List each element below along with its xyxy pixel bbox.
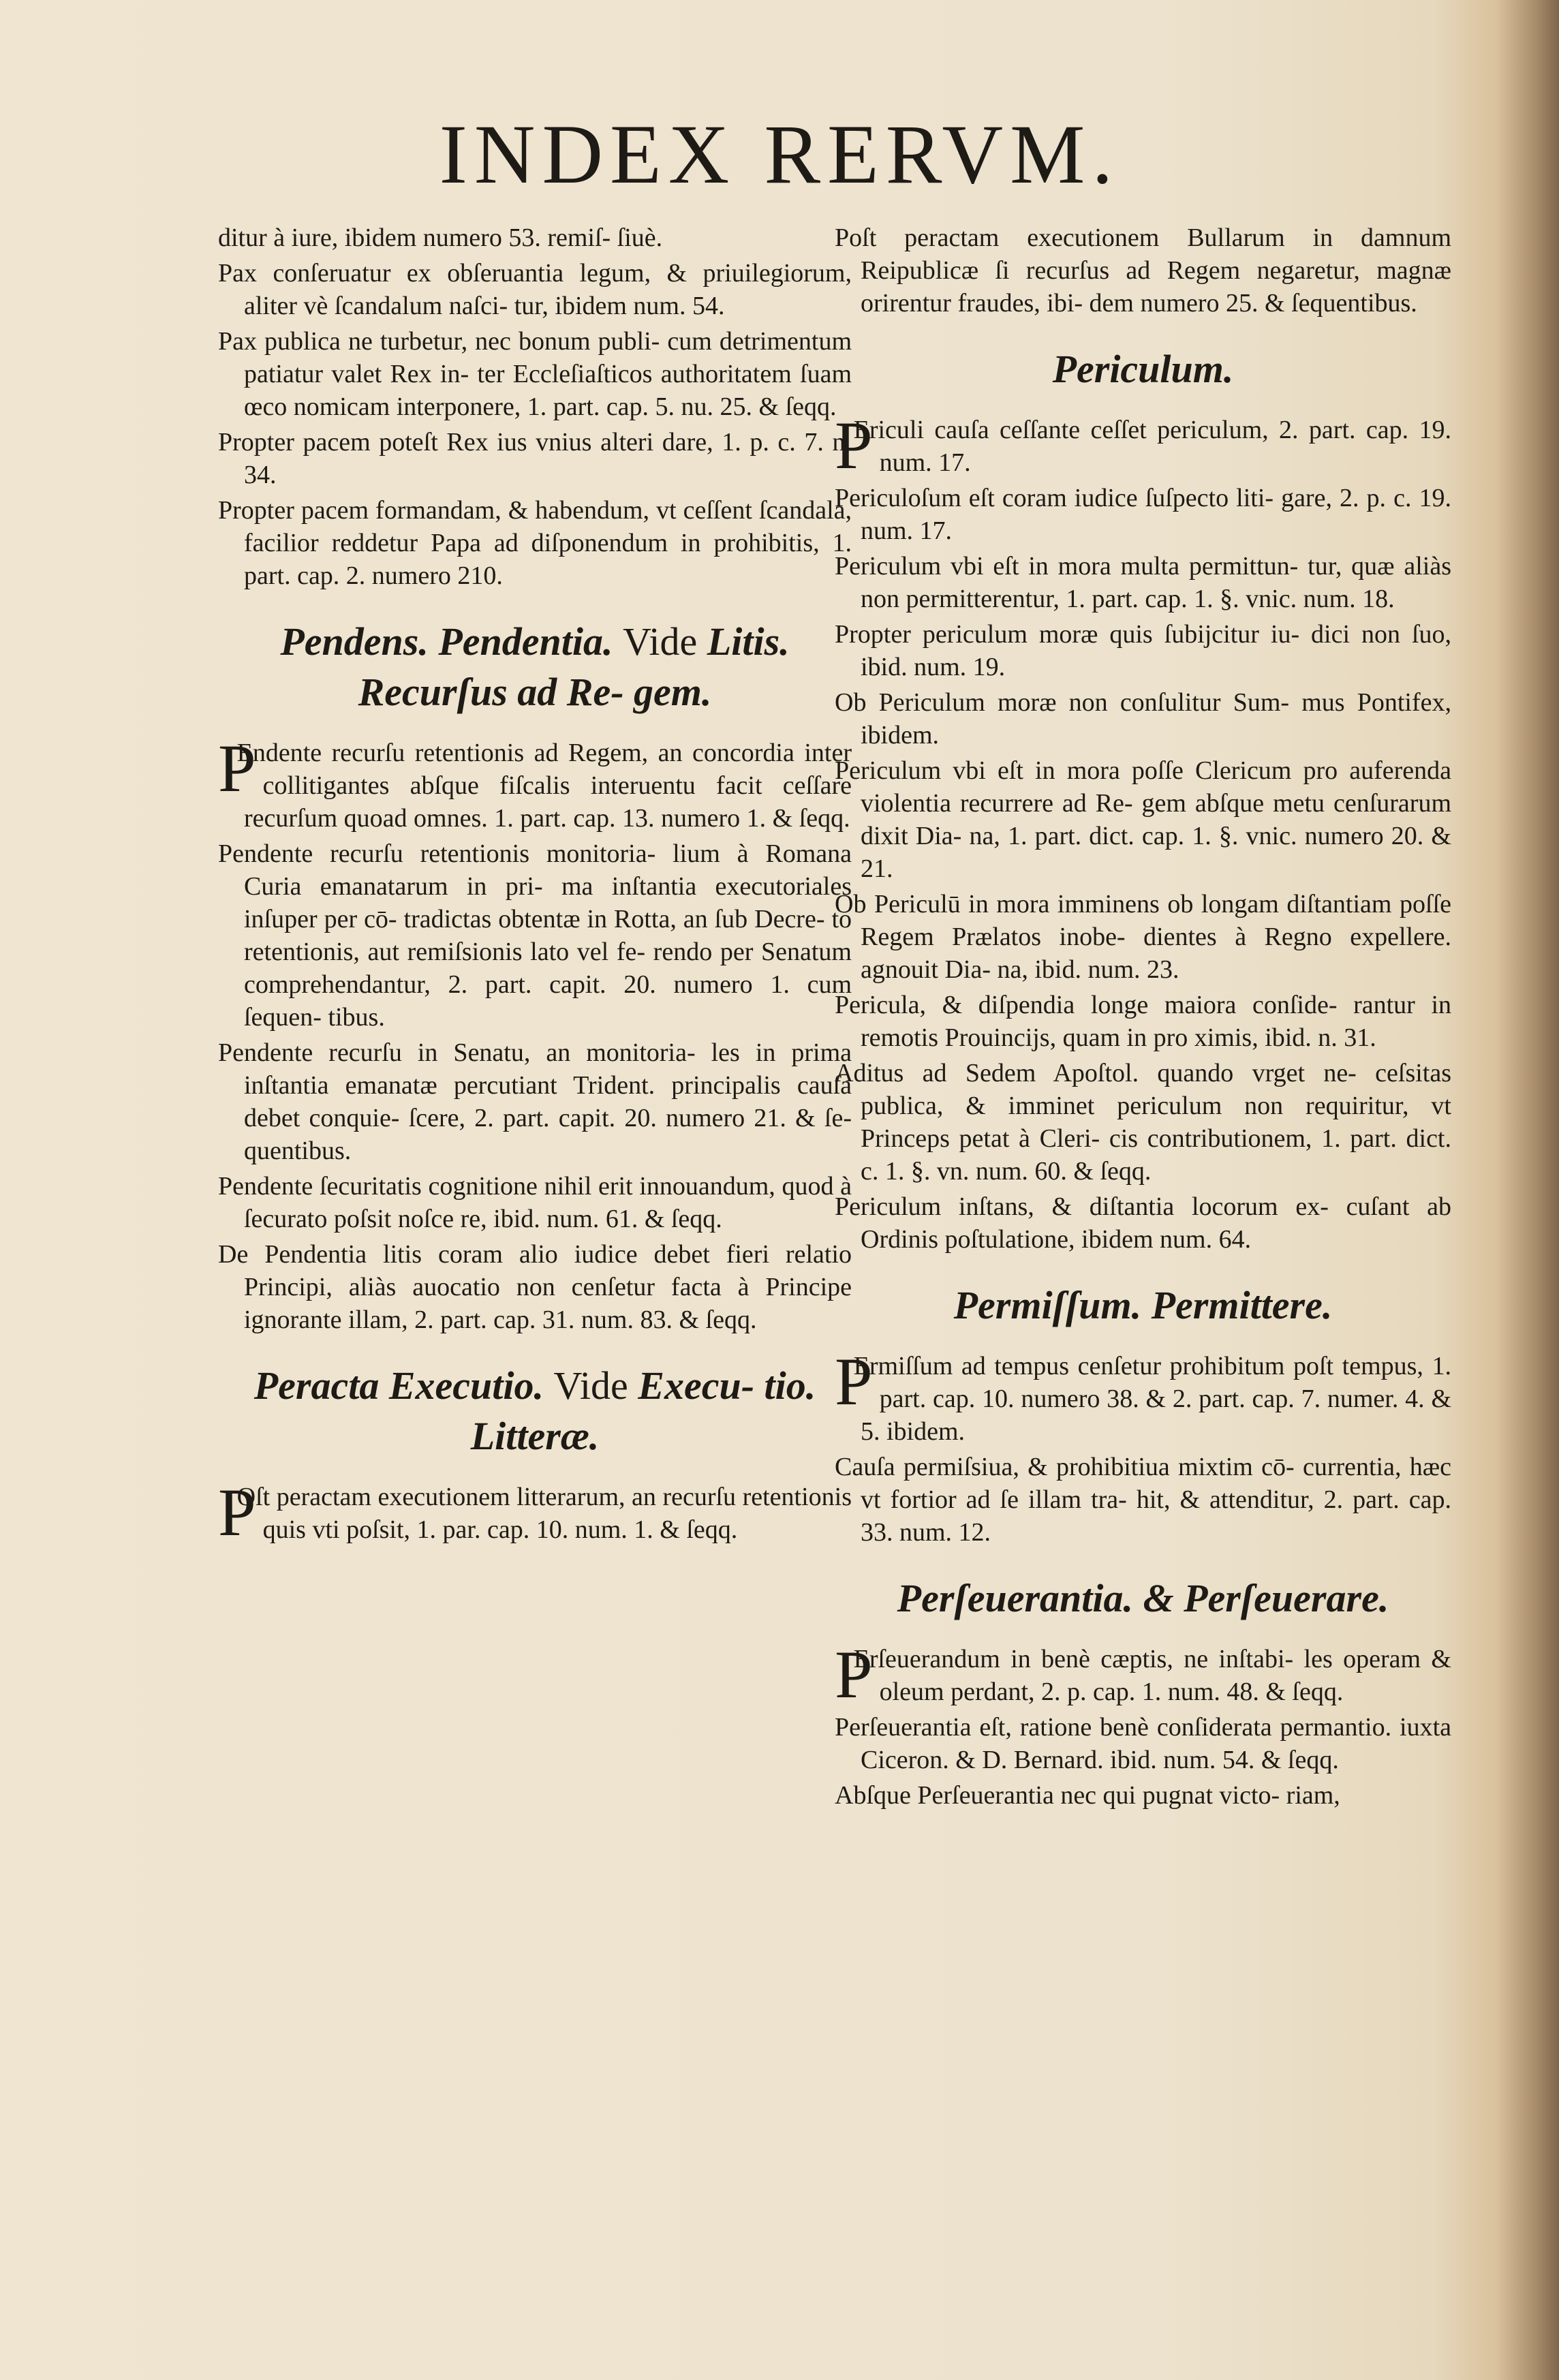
left-column: [218, 221, 852, 1549]
index-entry: Abſque Perſeuerantia nec qui pugnat victo- riam,: [835, 1781, 1340, 1810]
index-entry: [835, 1637, 1451, 1712]
headword-title: Peracta Executio.: [253, 1363, 544, 1408]
headword-perseuerantia: Perſeuerantia. & Perſeuerare.: [897, 1576, 1389, 1620]
index-entry: ditur à iure, ibidem numero 53. remiſ- ſiuè.: [218, 223, 663, 252]
entry-text: Oſt peractam executionem litterarum, an recurſu retentionis quis vti poſsit, 1. par. cap. 10. num. 1. & ſeqq.: [236, 1483, 852, 1544]
index-entry: Aditus ad Sedem Apoſtol. quando vrget ne- ceſsitas publica, & imminet periculum non requiritur, vt Princeps petat à Cleri- cis contributionem, 1. part. dict. c. 1. §. vn. num. 60. & ſeqq.: [835, 1059, 1451, 1186]
index-entry: Periculum vbi eſt in mora poſſe Clericum pro auferenda violentia recurrere ad Re- gem abſque metu cenſurarum dixit Dia- na, 1. part. dict. cap. 1. §. vnic. numero 20. & 21.: [835, 756, 1451, 883]
cross-reference: Execu- tio.: [638, 1363, 816, 1408]
running-header: INDEX RERVM.: [439, 108, 1120, 201]
entry-text: Ermiſſum ad tempus cenſetur prohibitum poſt tempus, 1. part. cap. 10. numero 38. & 2. part. cap. 7. numer. 4. & 5. ibidem.: [853, 1352, 1451, 1446]
drop-cap: P: [218, 1474, 256, 1550]
index-entry: De Pendentia litis coram alio iudice debet fieri relatio Principi, aliàs auocatio non cenſetur facta à Principe ignorante illam, 2. part. cap. 31. num. 83. & ſeqq.: [218, 1240, 852, 1334]
cross-reference: Litteræ.: [470, 1414, 600, 1458]
index-entry: Periculum inſtans, & diſtantia locorum ex- cuſant ab Ordinis poſtulatione, ibidem num. 64.: [835, 1192, 1451, 1254]
see-reference: Vide: [623, 619, 698, 664]
index-entry: Pendente ſecuritatis cognitione nihil erit innouandum, quod à ſecurato poſsit noſce re, ibid. num. 61. & ſeqq.: [218, 1172, 852, 1233]
drop-cap: P: [835, 407, 873, 483]
index-entry: [218, 730, 852, 835]
drop-cap: P: [835, 1344, 873, 1419]
index-entry: Pendente recurſu retentionis monitoria- lium à Romana Curia emanatarum in pri- ma inſtantia executoriales inſuper per cō- tradictas obtentæ in Rotta, an ſub Decre- to retentionis, aut remiſsionis lato vel fe- rendo per Senatum comprehendantur, 2. part. capit. 20. numero 1. cum ſequen- tibus.: [218, 839, 852, 1032]
drop-cap: P: [218, 730, 256, 806]
index-entry: Cauſa permiſsiua, & prohibitiua mixtim cō- currentia, hæc vt fortior ad ſe illam tra- hit, & attenditur, 2. part. cap. 33. num. 12.: [835, 1453, 1451, 1547]
index-entry: Pax conſeruatur ex obſeruantia legum, & priuilegiorum, aliter vè ſcandalum naſci- tur, ibidem num. 54.: [218, 259, 852, 320]
index-entry: Propter pacem formandam, & habendum, vt ceſſent ſcandala, facilior reddetur Papa ad diſponendum in prohibitis, 1. part. cap. 2. numero 210.: [218, 496, 852, 590]
index-entry: Pax publica ne turbetur, nec bonum publi- cum detrimentum patiatur valet Rex in- ter Eccleſiaſticos authoritatem ſuam œco nomicam interponere, 1. part. cap. 5. nu. 25. & ſeqq.: [218, 327, 852, 421]
drop-cap: P: [835, 1637, 873, 1712]
page-gutter-shadow: [1498, 0, 1559, 2380]
index-entry: [835, 407, 1451, 483]
headword-pendens: [218, 617, 852, 717]
index-entry: Pericula, & diſpendia longe maiora conſide- rantur in remotis Prouincijs, quam in pro ximis, ibid. n. 31.: [835, 991, 1451, 1052]
entry-text: Ericuli cauſa ceſſante ceſſet periculum, 2. part. cap. 19. num. 17.: [853, 416, 1451, 477]
headword-peracta: [218, 1361, 852, 1462]
index-entry: [218, 1474, 852, 1550]
index-entry: Periculum vbi eſt in mora multa permittun- tur, quæ aliàs non permitterentur, 1. part. cap. 1. §. vnic. num. 18.: [835, 552, 1451, 613]
index-entry: Pendente recurſu in Senatu, an monitoria- les in prima inſtantia emanatæ percutiant Trident. principalis cauſa debet conquie- ſcere, 2. part. capit. 20. numero 21. & ſe- quentibus.: [218, 1038, 852, 1165]
index-entry: Ob Periculum moræ non conſulitur Sum- mus Pontifex, ibidem.: [835, 688, 1451, 749]
entry-text: Endente recurſu retentionis ad Regem, an concordia inter collitigantes abſque fiſcalis interuentu facit ceſſare recurſum quoad omnes. 1. part. cap. 13. numero 1. & ſeqq.: [236, 739, 852, 833]
headword-permissum: Permiſſum. Permittere.: [953, 1283, 1333, 1327]
see-reference: Vide: [553, 1363, 628, 1408]
index-entry: Perſeuerantia eſt, ratione benè conſiderata permantio. iuxta Ciceron. & D. Bernard. ibid. num. 54. & ſeqq.: [835, 1713, 1451, 1774]
right-column: [835, 221, 1451, 1814]
index-entry: Propter pacem poteſt Rex ius vnius alteri dare, 1. p. c. 7. n. 34.: [218, 428, 852, 489]
entry-text: Erſeuerandum in benè cæptis, ne inſtabi- les operam & oleum perdant, 2. p. cap. 1. num. 48. & ſeqq.: [853, 1645, 1451, 1706]
index-entry: Ob Periculū in mora imminens ob longam diſtantiam poſſe Regem Prælatos inobe- dientes à Regno expellere. agnouit Dia- na, ibid. num. 23.: [835, 890, 1451, 984]
cross-reference: Litis.: [707, 619, 790, 664]
index-entry: Periculoſum eſt coram iudice ſuſpecto liti- gare, 2. p. c. 19. num. 17.: [835, 484, 1451, 545]
headword-title: Pendens. Pendentia.: [280, 619, 613, 664]
index-entry: Propter periculum moræ quis ſubijcitur iu- dici non ſuo, ibid. num. 19.: [835, 620, 1451, 681]
headword-periculum: Periculum.: [1052, 347, 1234, 391]
index-entry: [835, 1344, 1451, 1448]
index-entry: Poſt peractam executionem Bullarum in damnum Reipublicæ ſi recurſus ad Regem negaretur, magnæ orirentur fraudes, ibi- dem numero 25. & ſequentibus.: [835, 223, 1451, 318]
cross-reference: Recurſus ad Re- gem.: [358, 670, 712, 714]
